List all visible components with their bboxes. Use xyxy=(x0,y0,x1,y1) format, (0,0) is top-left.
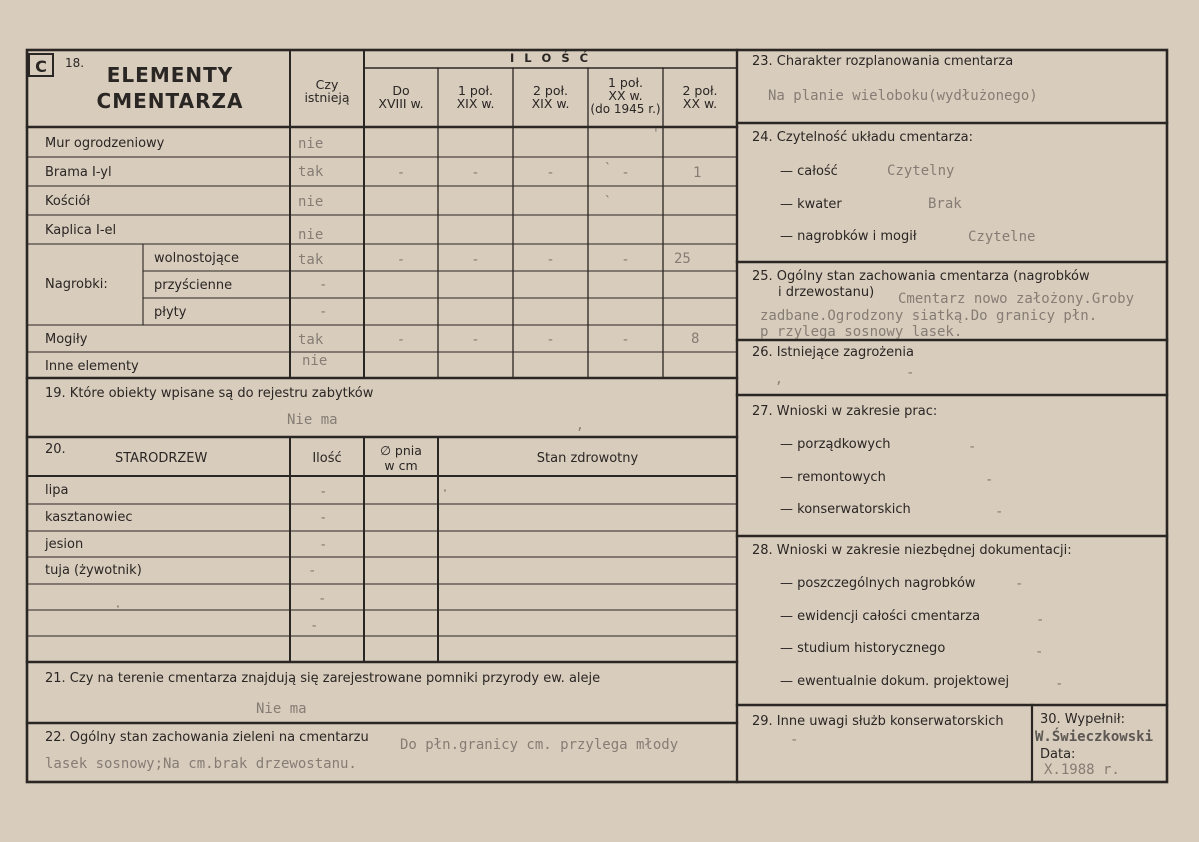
quantity-cell: - xyxy=(471,165,480,181)
element-row-label: przyścienne xyxy=(154,278,233,293)
tree-quantity: - xyxy=(319,510,328,526)
quantity-cell: - xyxy=(471,252,480,268)
exists-value: nie xyxy=(302,353,328,369)
pen-mark: , xyxy=(775,372,783,387)
s25-label-line1: 25. Ogólny stan zachowania cmentarza (nagrobków xyxy=(752,269,1090,284)
legibility-item-value: Czytelne xyxy=(968,229,1036,245)
quantity-cell: - xyxy=(546,165,555,181)
s22-value-line2: lasek sosnowy;Na cm.brak drzewostanu. xyxy=(45,756,357,772)
period-header-xviii-1: Do xyxy=(392,83,410,98)
pen-mark: · xyxy=(441,484,449,499)
element-row-label: Brama I-yl xyxy=(45,165,112,180)
exists-value: - xyxy=(319,304,328,320)
quantity-cell: - xyxy=(546,332,555,348)
tree-row-label: jesion xyxy=(45,537,84,552)
period-header-1pol-xx-3: (do 1945 r.) xyxy=(590,102,661,116)
s20-quantity-header: Ilość xyxy=(312,451,342,466)
s30-date-value: X.1988 r. xyxy=(1044,762,1120,778)
s20-diameter-header-2: w cm xyxy=(384,458,418,473)
period-header-2pol-xx-1: 2 poł. xyxy=(682,83,718,98)
tree-quantity: - xyxy=(319,537,328,553)
quantity-cell: - xyxy=(396,332,406,348)
tree-quantity: - xyxy=(319,484,328,500)
docs-item-label: — ewentualnie dokum. projektowej xyxy=(780,674,1010,689)
s25-value-line3: p rzylega sosnowy lasek. xyxy=(760,324,963,340)
quantity-cell: - xyxy=(621,165,630,181)
element-row-label: Kaplica I-el xyxy=(45,223,117,238)
nagrobki-group-label: Nagrobki: xyxy=(45,277,108,292)
docs-item-value: - xyxy=(1035,644,1044,660)
s25-value-line1: Cmentarz nowo założony.Groby xyxy=(898,291,1135,307)
quantity-cell: - xyxy=(396,252,406,268)
docs-item-label: — ewidencji całości cmentarza xyxy=(780,609,981,624)
works-item-value: - xyxy=(968,439,977,455)
s18-title-line2: CMENTARZA xyxy=(96,89,244,113)
legibility-item-value: Brak xyxy=(928,196,962,212)
s25-value-line2: zadbane.Ogrodzony siatką.Do granicy płn. xyxy=(760,308,1098,324)
period-header-1pol-xix-2: XIX w. xyxy=(456,96,495,111)
s20-title: STARODRZEW xyxy=(115,451,208,466)
period-header-1pol-xx-1: 1 poł. xyxy=(607,75,644,90)
exists-value: nie xyxy=(298,194,324,210)
exists-value: tak xyxy=(298,164,324,180)
docs-item-value: - xyxy=(1036,612,1045,628)
exists-value: nie xyxy=(298,227,324,243)
legibility-item-label: — nagrobków i mogił xyxy=(780,229,917,244)
s26-label: 26. Istniejące zagrożenia xyxy=(752,345,914,360)
quantity-cell: 25 xyxy=(674,251,691,267)
s22-value-line1: Do płn.granicy cm. przylega młody xyxy=(400,737,679,753)
works-item-label: — remontowych xyxy=(780,470,886,485)
s27-label: 27. Wnioski w zakresie prac: xyxy=(752,404,938,419)
period-header-1pol-xx-2: XX w. xyxy=(608,88,643,103)
tree-quantity: - xyxy=(318,591,327,607)
quantity-cell: - xyxy=(621,332,630,348)
pen-mark: · xyxy=(114,600,122,615)
tree-row-label: tuja (żywotnik) xyxy=(45,563,142,578)
exists-header-2: istnieją xyxy=(304,90,350,105)
s26-value: - xyxy=(906,365,915,381)
period-header-xviii-2: XVIII w. xyxy=(378,96,424,111)
quantity-cell: 1 xyxy=(693,165,702,181)
quantity-cell: - xyxy=(396,165,406,181)
s18-number: 18. xyxy=(65,56,85,70)
docs-item-label: — poszczególnych nagrobków xyxy=(780,576,976,591)
period-header-2pol-xix-1: 2 poł. xyxy=(532,83,569,98)
section-code-box: C xyxy=(28,53,54,77)
s24-label: 24. Czytelność układu cmentarza: xyxy=(752,130,974,145)
exists-value: - xyxy=(319,277,328,293)
s30-date-label: Data: xyxy=(1040,747,1076,762)
s20-diameter-header-1: ∅ pnia xyxy=(380,443,422,458)
quantity-cell: - xyxy=(621,252,630,268)
element-row-label: Mogiły xyxy=(45,332,88,347)
s18-title-line1: ELEMENTY xyxy=(106,63,234,87)
s21-value: Nie ma xyxy=(256,701,307,717)
period-header-1pol-xix-1: 1 poł. xyxy=(457,83,494,98)
pen-mark: ` xyxy=(604,195,612,210)
tree-quantity: - xyxy=(308,563,317,579)
element-row-label: wolnostojące xyxy=(154,251,239,266)
pen-mark: ` xyxy=(604,162,612,177)
quantity-cell: 8 xyxy=(691,331,700,347)
quantity-cell: - xyxy=(471,332,480,348)
element-row-label: płyty xyxy=(154,305,187,320)
works-item-value: - xyxy=(985,472,994,488)
element-row-label: Mur ogrodzeniowy xyxy=(45,136,165,151)
legibility-item-label: — całość xyxy=(780,164,838,179)
pen-mark: , xyxy=(576,418,584,433)
works-item-value: - xyxy=(995,504,1004,520)
s19-value: Nie ma xyxy=(287,412,338,428)
docs-item-label: — studium historycznego xyxy=(780,641,946,656)
quantity-header: I L O Ś Ć xyxy=(509,51,592,65)
legibility-item-value: Czytelny xyxy=(887,163,955,179)
legibility-item-label: — kwater xyxy=(780,197,842,212)
exists-header-1: Czy xyxy=(315,77,339,92)
tree-row-label: kasztanowiec xyxy=(45,510,133,525)
docs-item-value: - xyxy=(1055,676,1064,692)
s21-label: 21. Czy na terenie cmentarza znajdują się zarejestrowane pomniki przyrody ew. aleje xyxy=(45,671,601,686)
filled-by-stamp: W.Świeczkowski xyxy=(1035,729,1154,745)
tree-quantity: - xyxy=(310,618,319,634)
element-row-label: Inne elementy xyxy=(45,359,139,374)
s19-label: 19. Które obiekty wpisane są do rejestru zabytków xyxy=(45,386,374,401)
s23-label: 23. Charakter rozplanowania cmentarza xyxy=(752,54,1014,69)
period-header-2pol-xix-2: XIX w. xyxy=(531,96,570,111)
exists-value: nie xyxy=(298,136,324,152)
s30-label: 30. Wypełnił: xyxy=(1040,712,1125,727)
exists-value: tak xyxy=(298,332,324,348)
s22-label: 22. Ogólny stan zachowania zieleni na cmentarzu xyxy=(45,730,369,745)
s23-value: Na planie wieloboku(wydłużonego) xyxy=(768,88,1038,104)
s20-health-header: Stan zdrowotny xyxy=(536,451,639,466)
works-item-label: — porządkowych xyxy=(780,437,891,452)
s29-value: - xyxy=(790,732,799,748)
s20-number: 20. xyxy=(45,442,66,457)
works-item-label: — konserwatorskich xyxy=(780,502,911,517)
element-row-label: Kościół xyxy=(45,194,91,209)
period-header-2pol-xx-2: XX w. xyxy=(682,96,718,111)
quantity-cell: - xyxy=(546,252,555,268)
tree-row-label: lipa xyxy=(45,483,69,498)
exists-value: tak xyxy=(298,252,324,268)
docs-item-value: - xyxy=(1015,576,1024,592)
s25-label-line2: i drzewostanu) xyxy=(778,285,875,300)
pen-mark: ' xyxy=(652,127,660,142)
s29-label: 29. Inne uwagi służb konserwatorskich xyxy=(752,714,1004,729)
s28-label: 28. Wnioski w zakresie niezbędnej dokumentacji: xyxy=(752,543,1072,558)
